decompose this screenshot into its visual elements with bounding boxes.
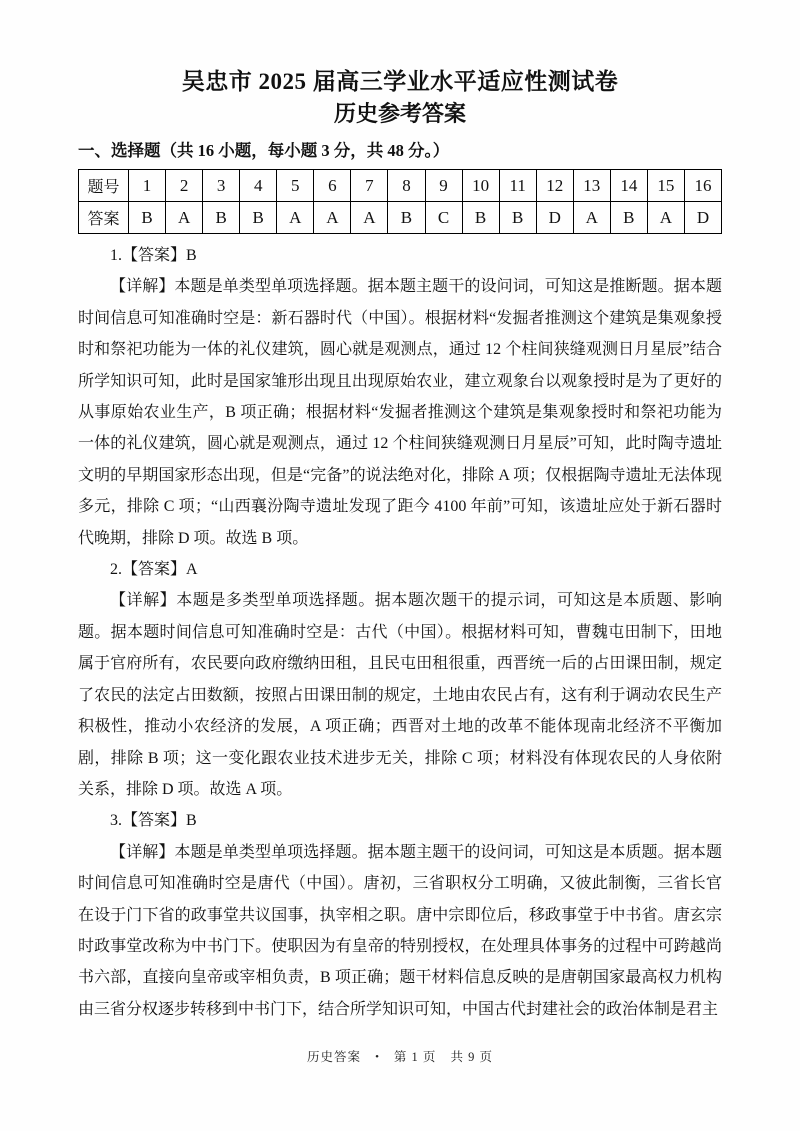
table-row-answers xyxy=(79,202,722,234)
table-cell: B xyxy=(499,202,536,234)
table-row-question-numbers xyxy=(79,170,722,202)
table-cell: D xyxy=(684,202,721,234)
table-cell: A xyxy=(277,202,314,234)
table-cell: 6 xyxy=(314,170,351,202)
table-cell: 14 xyxy=(610,170,647,202)
page-title: 吴忠市 2025 届高三学业水平适应性测试卷 xyxy=(181,69,619,94)
footer-bullet: • xyxy=(375,1051,380,1063)
footer-page-total: 共 9 页 xyxy=(450,1050,493,1064)
explanation-item xyxy=(78,240,722,554)
table-cell: A xyxy=(166,202,203,234)
table-cell: A xyxy=(573,202,610,234)
table-cell: A xyxy=(647,202,684,234)
detail-paragraph: 【详解】本题是多类型单项选择题。据本题次题干的提示词，可知这是本质题、影响题。据本题时间信息可知准确时空是：古代（中国）。根据材料可知，曹魏屯田制下，田地属于官府所有，农民要向政府缴纳田租，且民屯田租很重，西晋统一后的占田课田制，规定了农民的法定占田数额，按照占田课田制的规定，土地由农民占有，这有利于调动农民生产积极性，推动小农经济的发展，A 项正确；西晋对土地的改革不能体现南北经济不平衡加剧，排除 B 项；这一变化跟农业技术进步无关，排除 C 项；材料没有体现农民的人身依附关系，排除 D 项。故选 A 项。 xyxy=(78,592,722,798)
page-footer xyxy=(0,1047,800,1065)
table-cell: 3 xyxy=(203,170,240,202)
table-cell: 8 xyxy=(388,170,425,202)
explanation-item xyxy=(78,805,722,1025)
table-cell: B xyxy=(610,202,647,234)
table-cell: 2 xyxy=(166,170,203,202)
table-cell: 13 xyxy=(573,170,610,202)
table-cell: A xyxy=(351,202,388,234)
table-cell: 4 xyxy=(240,170,277,202)
detail-paragraph: 【详解】本题是单类型单项选择题。据本题主题干的设问词，可知这是推断题。据本题时间信息可知准确时空是：新石器时代（中国）。根据材料“发掘者推测这个建筑是集观象授时和祭祀功能为一体的礼仪建筑，圆心就是观测点，通过 12 个柱间狭缝观测日月星辰”结合所学知识可知，此时是国家雏形出现且出现原始农业，建立观象台以观象授时是为了更好的从事原始农业生产，B 项正确；根据材料“发掘者推测这个建筑是集观象授时和祭祀功能为一体的礼仪建筑，圆心就是观测点，通过 12 个柱间狭缝观测日月星辰”可知，此时陶寺遗址文明的早期国家形态出现，但是“完备”的说法绝对化，排除 A 项；仅根据陶寺遗址无法体现多元，排除 C 项；“山西襄汾陶寺遗址发现了距今 4100 年前”可知，该遗址应处于新石器时代晚期，排除 D 项。故选 B 项。 xyxy=(78,278,722,547)
table-cell: B xyxy=(462,202,499,234)
explanation-item xyxy=(78,554,722,805)
table-cell: 12 xyxy=(536,170,573,202)
table-cell: 7 xyxy=(351,170,388,202)
table-cell: 9 xyxy=(425,170,462,202)
page-subtitle: 历史参考答案 xyxy=(333,101,466,126)
section-heading: 一、选择题（共 16 小题，每小题 3 分，共 48 分。） xyxy=(78,141,450,160)
table-cell: 5 xyxy=(277,170,314,202)
explanations-section xyxy=(78,240,722,1025)
table-cell: A xyxy=(314,202,351,234)
table-cell: B xyxy=(240,202,277,234)
table-cell: 10 xyxy=(462,170,499,202)
table-cell: B xyxy=(203,202,240,234)
table-header-cell: 题号 xyxy=(79,170,129,202)
footer-doc-label: 历史答案 xyxy=(307,1050,362,1064)
table-cell: D xyxy=(536,202,573,234)
footer-page-current: 第 1 页 xyxy=(393,1050,437,1064)
table-header-cell: 答案 xyxy=(79,202,129,234)
answer-line: 2.【答案】A xyxy=(110,561,198,579)
table-cell: C xyxy=(425,202,462,234)
table-cell: 15 xyxy=(647,170,684,202)
table-cell: 16 xyxy=(684,170,721,202)
answer-table xyxy=(78,169,722,234)
detail-paragraph: 【详解】本题是单类型单项选择题。据本题主题干的设问词，可知这是本质题。据本题时间信息可知准确时空是唐代（中国）。唐初，三省职权分工明确，又彼此制衡，三省长官在设于门下省的政事堂共议国事，执宰相之职。唐中宗即位后，移政事堂于中书省。唐玄宗时政事堂改称为中书门下。使职因为有皇帝的特别授权，在处理具体事务的过程中可跨越尚书六部，直接向皇帝或宰相负责，B 项正确；题干材料信息反映的是唐朝国家最高权力机构由三省分权逐步转移到中书门下，结合所学知识可知，中国古代封建社会的政治体制是君主 xyxy=(78,843,722,1018)
answer-line: 1.【答案】B xyxy=(110,247,197,264)
table-cell: 11 xyxy=(499,170,536,202)
answer-line: 3.【答案】B xyxy=(110,812,197,830)
table-cell: B xyxy=(388,202,425,234)
table-cell: B xyxy=(129,202,166,234)
table-cell: 1 xyxy=(129,170,166,202)
